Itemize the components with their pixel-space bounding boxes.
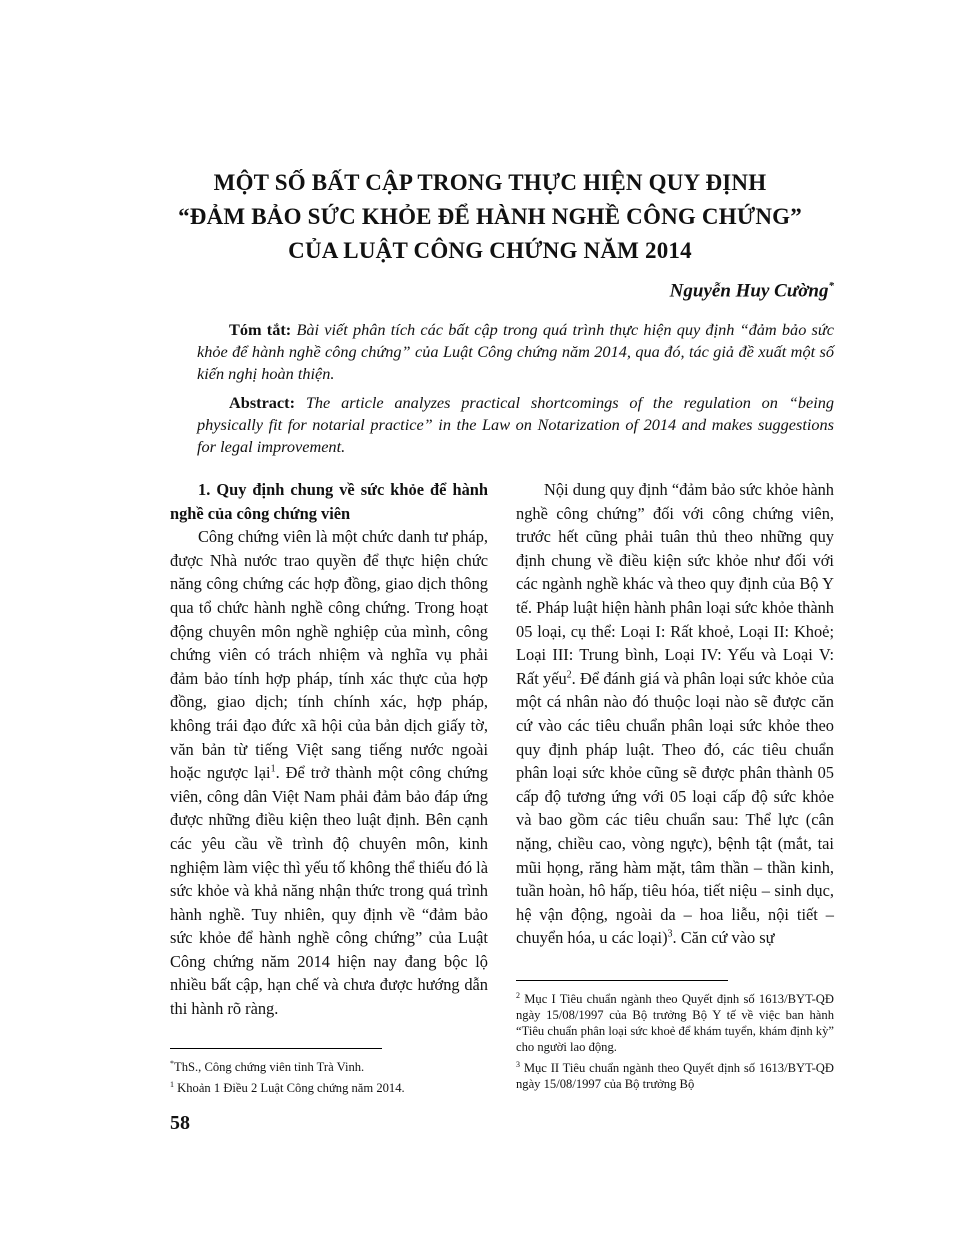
summary-vietnamese bbox=[197, 319, 834, 385]
paragraph-text: . Căn cứ vào sự bbox=[672, 928, 775, 948]
footnotes-right bbox=[516, 988, 834, 1094]
body-paragraph bbox=[170, 525, 488, 1020]
abstract-text: The article analyzes practical shortcomings of the regulation on “being physically fit for notarial practice” in the Law on Notarization of 2014 and makes suggestions for legal improvement. bbox=[197, 393, 834, 456]
footnote-ref: 3 bbox=[667, 928, 673, 940]
paragraph-text: Công chứng viên là một chức danh tư pháp, được Nhà nước trao quyền để thực hiện chức năng công chứng các hợp đồng, giao dịch thông qua tổ chức hành nghề công chứng. Trong hoạt động chuyên môn nghề nghiệp của mình, công chứng viên có trách nhiệm và nghĩa vụ phải đảm bảo tính hợp pháp, tính xác thực của hợp đồng, giao dịch; tính chính xác, hợp pháp, không trái đạo đức xã hội của bản dịch giấy tờ, văn bản từ tiếng Việt sang tiếng nước ngoài hoặc ngược lại bbox=[170, 527, 488, 783]
footnote-divider bbox=[170, 1048, 382, 1049]
summary-label: Tóm tắt: bbox=[229, 320, 292, 339]
footnote-text: Khoản 1 Điều 2 Luật Công chứng năm 2014. bbox=[174, 1081, 405, 1096]
paragraph-text: . Để đánh giá và phân loại sức khỏe của một cá nhân nào đó thuộc loại nào sẽ được căn cứ vào các tiêu chuẩn phân loại sức khỏe theo quy định pháp luật. Theo đó, các tiêu chuẩn phân loại sức khỏe cũng sẽ được phân thành 05 cấp độ tương ứng với 05 loại cấp độ sức khỏe và bao gồm các tiêu chuẩn sau: Thể lực (cân nặng, chiều cao, vòng ngực), bệnh tật (mắt, tai mũi họng, răng hàm mặt, tâm thần – thần kinh, tuần hoàn, hô hấp, tiêu hóa, tiết niệu – sinh dục, hệ vận động, ngoài da – hoa liễu, nội tiết – chuyển hóa, u các loại) bbox=[516, 668, 834, 948]
author-name: Nguyễn Huy Cường bbox=[669, 280, 829, 302]
footnotes-left bbox=[170, 1056, 488, 1098]
summary-text: Bài viết phân tích các bất cập trong quá trình thực hiện quy định “đảm bảo sức khỏe để hành nghề công chứng” của Luật Công chứng năm 2014, qua đó, tác giả đề xuất một số kiến nghị hoàn thiện. bbox=[197, 320, 835, 383]
footnote-text: ThS., Công chứng viên tỉnh Trà Vinh. bbox=[174, 1060, 365, 1075]
left-column bbox=[170, 478, 488, 1021]
body-paragraph bbox=[516, 478, 834, 950]
abstract-english bbox=[197, 392, 834, 458]
footnote-divider bbox=[516, 980, 728, 981]
footnote-mark: 3 bbox=[516, 1060, 520, 1070]
title-line: CỦA LUẬT CÔNG CHỨNG NĂM 2014 bbox=[288, 238, 692, 263]
footnote bbox=[170, 1077, 488, 1096]
paragraph-text: . Để trở thành một công chứng viên, công dân Việt Nam phải đảm bảo đáp ứng được những điều kiện theo luật định. Bên cạnh các yêu cầu về trình độ chuyên môn, kinh nghiệm làm việc thì yếu tố không thể thiếu đó là sức khỏe và khả năng nhận thức trong quá trình hành nghề. Tuy nhiên, quy định về “đảm bảo sức khỏe để hành nghề công chứng” của Luật Công chứng năm 2014 hiện nay đang bộc lộ nhiều bất cập, hạn chế và chưa được hướng dẫn thi hành rõ ràng. bbox=[170, 763, 488, 1019]
author-byline bbox=[670, 280, 834, 302]
footnote-ref: 1 bbox=[270, 763, 276, 775]
title-line: “ĐẢM BẢO SỨC KHỎE ĐỂ HÀNH NGHỀ CÔNG CHỨNG” bbox=[178, 204, 802, 229]
footnote-ref: 2 bbox=[566, 669, 572, 681]
right-column bbox=[516, 478, 834, 950]
section-heading: 1. Quy định chung về sức khỏe để hành nghề của công chứng viên bbox=[170, 480, 488, 523]
footnote-mark: 2 bbox=[516, 991, 520, 1000]
author-footnote-mark: * bbox=[828, 280, 834, 292]
footnote-mark: * bbox=[170, 1059, 174, 1068]
page-number: 58 bbox=[170, 1112, 190, 1134]
paragraph-text: Nội dung quy định “đảm bảo sức khỏe hành nghề công chứng” đối với công chứng viên, trước hết cũng phải tuân thủ theo những quy định chung về điều kiện sức khỏe như đối với các ngành nghề khác và theo quy định của Bộ Y tế. Pháp luật hiện hành phân loại sức khỏe thành 05 loại, cụ thể: Loại I: Rất khoẻ, Loại II: Khoẻ; Loại III: Trung bình, Loại IV: Yếu và Loại V: Rất yếu bbox=[516, 480, 834, 688]
footnote-mark: 1 bbox=[170, 1080, 174, 1090]
article-title bbox=[140, 166, 840, 268]
title-line: MỘT SỐ BẤT CẬP TRONG THỰC HIỆN QUY ĐỊNH bbox=[213, 170, 767, 195]
footnote bbox=[516, 1057, 834, 1092]
footnote bbox=[516, 988, 834, 1055]
abstract-label: Abstract: bbox=[229, 393, 296, 412]
footnote bbox=[170, 1056, 488, 1075]
footnote-text: Mục I Tiêu chuẩn ngành theo Quyết định số 1613/BYT-QĐ ngày 15/08/1997 của Bộ trưởng Bộ Y tế về việc ban hành “Tiêu chuẩn phân loại sức khoẻ để khám tuyển, khám định kỳ” cho người lao động. bbox=[516, 992, 834, 1055]
footnote-text: Mục II Tiêu chuẩn ngành theo Quyết định số 1613/BYT-QĐ ngày 15/08/1997 của Bộ trưởng Bộ bbox=[516, 1061, 834, 1092]
